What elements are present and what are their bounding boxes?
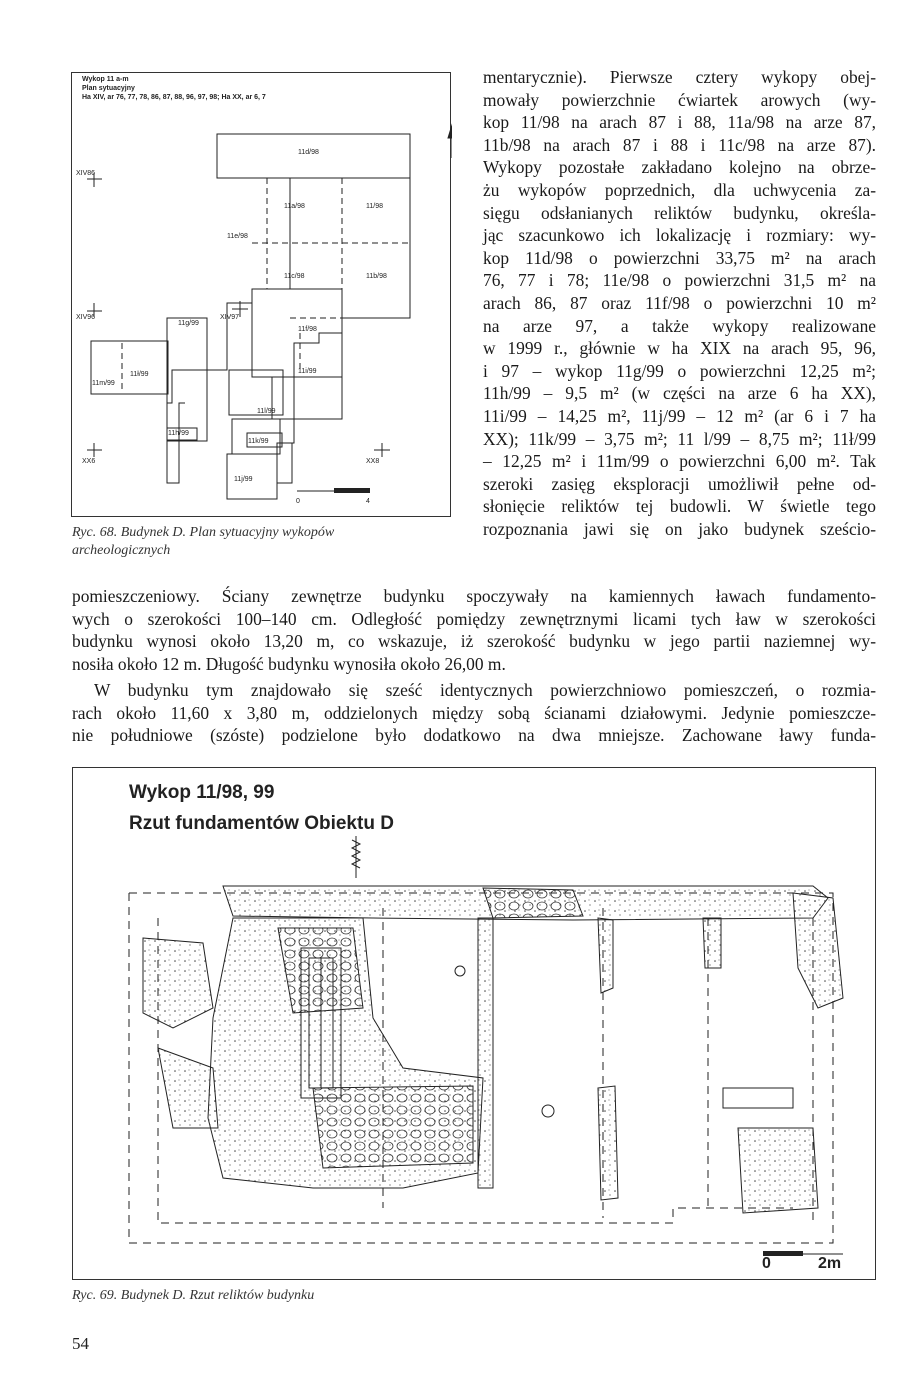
scale-label: 2m [818,1255,842,1272]
grid-label: XIV96 [76,314,96,321]
plan-label: 11a/98 [284,203,305,210]
scale-label: 4 [366,498,370,505]
site-plan-header-line: Wykop 11 a-m [82,76,129,83]
figure-title: Wykop 11/98, 99 [129,782,275,803]
page-number: 54 [72,1334,89,1353]
grid-label: XX6 [82,458,96,465]
text-line: kop 11d/98 o powierzchni 33,75 m² na arach [483,247,876,268]
text-line: pomieszczeniowy. Ściany zewnętrze budynku spoczywały na kamiennych ławach fundamento- [72,586,876,606]
text-line: żu wykopów poprzednich, dla uchwycenia za- [483,179,876,200]
plan-label: 11c/98 [284,273,305,280]
text-line: XX); 11k/99 – 3,75 m²; 11 l/99 – 8,75 m²; 11ł/99 [483,428,876,449]
site-plan-header-line: Plan sytuacyjny [82,85,135,92]
plan-label: 11/98 [366,203,383,210]
text-line: nie południowe (szóste) podzielone było dodatkowo na dwa mniejsze. Zachowane ławy funda- [72,725,876,746]
text-line: rach około 11,60 x 3,80 m, oddzielonych między sobą ścianami działowymi. Jedynie pomieszcze- [72,702,876,723]
plan-label: 11e/98 [227,233,248,240]
text-line: mentarycznie). Pierwsze cztery wykopy obej- [483,67,876,87]
text-line: 11b/98 na arach 87 i 88 i 11c/98 na arze 87). [483,134,876,155]
plan-label: 11b/98 [366,273,387,280]
text-column [483,66,876,540]
grid-label: XIV86 [76,170,96,177]
scale-label: 0 [296,498,300,505]
site-plan-drawing [72,73,452,518]
text-line: 11h/99 – 9,5 m² (w części na arze 6 ha XX), [483,383,876,404]
text-line: Wykopy pozostałe zakładano kolejno na obrze- [483,157,876,178]
text-line: nosiła około 12 m. Długość budynku wynosiła około 26,00 m. [72,653,506,674]
text-line: słonięcie reliktów tej budowli. W świetle tego [483,496,876,517]
plan-label: 11l/99 [257,408,276,415]
plan-label: 11ł/99 [130,371,149,378]
scale-label: 0 [762,1255,771,1272]
text-line: – 12,25 m² i 11m/99 o powierzchni 6,00 m². Tak [483,451,876,472]
text-line: budynku wynosi około 13,20 m, co wskazuje, iż szerokość budynku w jego partii naziemnej wy- [72,631,876,652]
site-plan-header-line: Ha XIV, ar 76, 77, 78, 86, 87, 88, 96, 97, 98; Ha XX, ar 6, 7 [82,94,266,101]
text-line: na arze 97, a także wykopy realizowane [483,315,876,336]
site-plan-figure [71,72,451,517]
text-line: 11i/99 – 14,25 m², 11j/99 – 12 m² (ar 6 i 7 ha [483,405,876,426]
text-line: kop 11/98 na arach 87 i 88, 11a/98 na arze 87, [483,112,876,133]
text-line: jąc szacunkowo ich lokalizację i rozmiary: wy- [483,225,876,246]
text-line: mowały powierzchnie ćwiartek arowych (wy- [483,89,876,110]
grid-label: XX8 [366,458,380,465]
grid-label: XIV97 [220,314,240,321]
figure-subtitle: Rzut fundamentów Obiektu D [129,813,394,834]
text-line: szeroki zasięg eksploracji umożliwił pełne od- [483,473,876,494]
figure-caption: Ryc. 68. Budynek D. Plan sytuacyjny wykopów archeologicznych [72,525,335,558]
text-line: wych o szerokości 100–140 cm. Odległość pomiędzy zewnętrznymi licami tych ław w szerokości [72,608,876,629]
text-line: sięgu odsłanianych reliktów budynku, określa- [483,202,876,223]
text-line: 76, 77 i 78; 11e/98 o powierzchni 31,5 m² na [483,270,876,291]
text-line: W budynku tym znajdowało się sześć identycznych powierzchniowo pomieszczeń, o rozmia- [94,680,876,700]
plan-label: 11i/99 [298,368,317,375]
paragraph-continuation [72,585,876,675]
plan-label: 11m/99 [92,380,115,387]
text-line: w 1999 r., głównie w ha XIX na arach 95, 96, [483,338,876,359]
text-line: arach 86, 87 oraz 11f/98 o powierzchni 10 m² [483,292,876,313]
plan-label: 11f/98 [298,326,317,333]
text-line: i 97 – wykop 11g/99 o powierzchni 12,25 m²; [483,360,876,381]
plan-label: 11h/99 [168,430,189,437]
foundation-drawing [73,768,877,1281]
plan-label: 11g/99 [178,320,199,327]
plan-label: 11j/99 [234,476,253,483]
plan-label: 11k/99 [248,438,269,445]
figure-caption: Ryc. 69. Budynek D. Rzut reliktów budynku [72,1288,315,1303]
plan-label: 11d/98 [298,149,319,156]
text-line: rozpoznania jawi się on jako budynek sześcio- [483,518,876,539]
foundation-plan-figure [72,767,876,1280]
paragraph [72,679,876,747]
